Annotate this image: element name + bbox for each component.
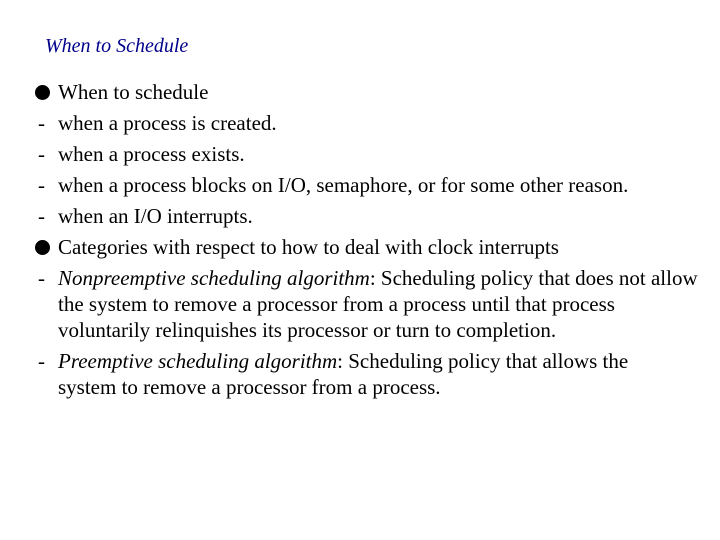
term-preemptive: Preemptive scheduling algorithm (58, 349, 338, 373)
list-item-text: when a process blocks on I/O, semaphore, or for some other reason. (58, 173, 629, 197)
desc-nonpreemptive: : Scheduling policy that does not allow the system to remove a processor from a process until that process voluntarily relinquishes its processor or turn to completion. (58, 266, 698, 342)
list-item (0, 172, 648, 198)
desc-preemptive: : Scheduling policy that allows the system to remove a processor from a process. (58, 349, 629, 399)
dash-marker: - (38, 349, 45, 373)
bullet-categories (0, 234, 720, 260)
list-item-text: when an I/O interrupts. (58, 204, 253, 228)
bullet-text: Categories with respect to how to deal with clock interrupts (58, 235, 559, 259)
list-item-nonpreemptive (0, 265, 698, 343)
list-item-text: when a process is created. (58, 111, 277, 135)
list-item (0, 141, 698, 167)
dash-marker: - (38, 173, 45, 197)
dash-marker: - (38, 204, 45, 228)
slide-body (0, 79, 720, 400)
bullet-dot-icon (35, 85, 50, 100)
bullet-dot-icon (35, 240, 50, 255)
list-item-preemptive (0, 348, 678, 400)
dash-marker: - (38, 111, 45, 135)
list-item (0, 203, 698, 229)
dash-marker: - (38, 266, 45, 290)
bullet-text: When to schedule (58, 80, 209, 104)
dash-marker: - (38, 142, 45, 166)
list-item (0, 110, 698, 136)
slide-title: When to Schedule (45, 35, 189, 57)
list-item-text: when a process exists. (58, 142, 245, 166)
term-nonpreemptive: Nonpreemptive scheduling algorithm (58, 266, 370, 290)
bullet-when-to-schedule (0, 79, 720, 105)
